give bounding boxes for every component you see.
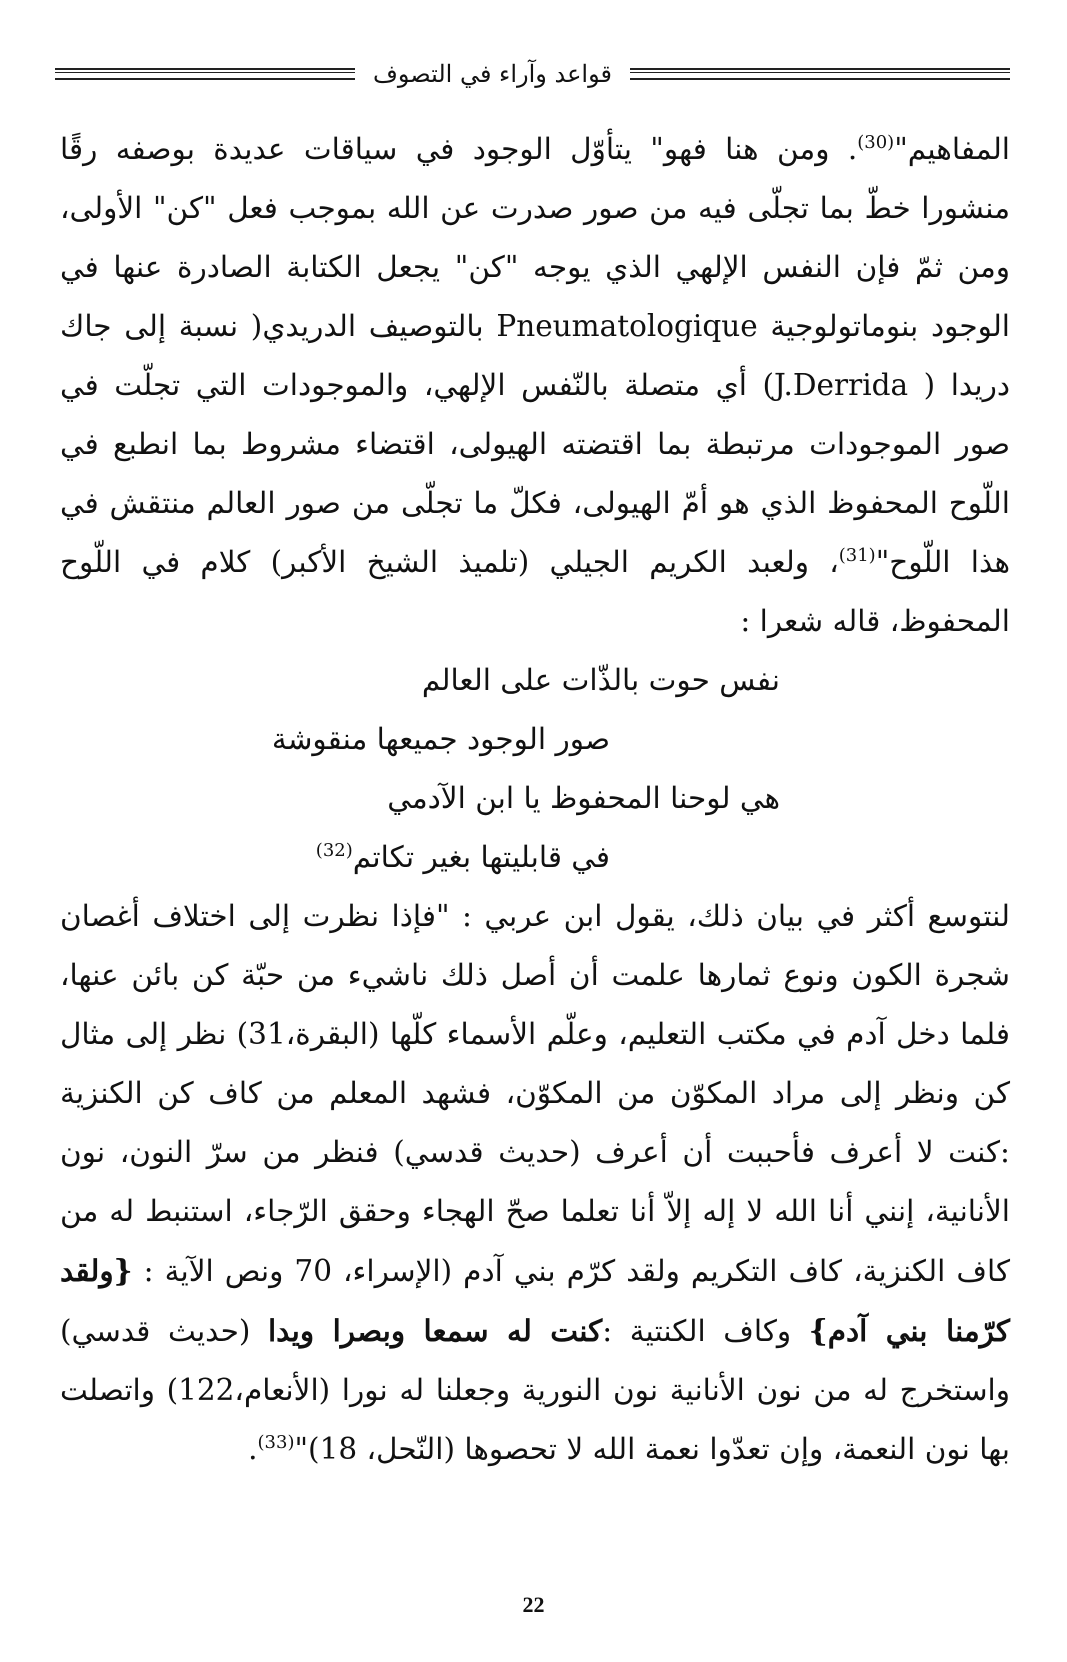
main-text [60,120,1010,1479]
paragraph-2-text-b: وكاف الكنتية : [602,1314,809,1348]
running-header [55,44,1010,104]
footnote-ref-31: (31) [838,545,876,567]
paragraph-2-text-a: لنتوسع أكثر في بيان ذلك، يقول ابن عربي : "فإذا نظرت إلى اختلاف أغصان شجرة الكون ونوع ثمارها علمت أن أصل ذلك ناشيء من حبّة كن بائن عنها، فلما دخل آدم في مكتب التعليم، وعلّم الأسماء كلّها (البقرة،31) نظر إلى مثال كن ونظر إلى مراد المكوّن من المكوّن، فشهد المعلم من كاف كن الكنزية :كنت لا أعرف فأحببت أن أعرف (حديث قدسي) فنظر من سرّ النون، نون الأنانية، إنني أنا الله لا إله إلاّ أنا تعلما صحّ الهجاء وحقق الرّجاء، استنبط له من كاف الكنزية، كاف التكريم ولقد كرّم بني آدم (الإسراء، 70 ونص الآية : [60,899,1010,1288]
header-rule-right [630,68,1010,80]
poem [60,651,1010,887]
header-title: قواعد وآراء في التصوف [373,60,612,88]
poem-line-4 [60,828,1010,887]
footnote-ref-30: (30) [857,132,895,154]
poem-line-3: هي لوحنا المحفوظ يا ابن الآدمي [387,781,780,815]
paragraph-1-text-c: ، ولعبد الكريم الجيلي (تلميذ الشيخ الأكبر) كلام في اللّوح المحفوظ، قاله شعرا : [60,545,1010,638]
header-rule-left [55,68,355,80]
paragraph-1-text-b: . ومن هنا فهو" يتأوّل الوجود في سياقات عديدة بوصفه رقًا منشورا خطّ بما تجلّى فيه من صور صدرت عن الله بموجب فعل "كن" الأولى، ومن ثمّ فإن النفس الإلهي الذي يوجه "كن" يجعل الكتابة الصادرة عنها في الوجود بنوماتولوجية Pneumatologique بالتوصيف الدريدي( نسبة إلى جاك دريدا ( J.Derrida) أي متصلة بالنّفس الإلهي، والموجودات التي تجلّت في صور الموجودات مرتبطة بما اقتضته الهيولى، اقتضاء مشروط بما انطبع في اللّوح المحفوظ الذي هو أمّ الهيولى، فكلّ ما تجلّى من صور العالم منتقش في هذا اللّوح" [60,132,1010,579]
paragraph-2-text-d: . [248,1432,258,1466]
paragraph-2-text-c: (حديث قدسي) واستخرج له من نون الأنانية نون النورية وجعلنا له نورا (الأنعام،122) واتصلت بها نون النعمة، وإن تعدّوا نعمة الله لا تحصوها (النّحل، 18)" [60,1314,1010,1466]
page-number: 22 [522,1592,545,1617]
poem-line-2: صور الوجود جميعها منقوشة [271,722,610,756]
hadith-bold: كنت له سمعا وبصرا ويدا [267,1313,603,1348]
poem-line-4-text: في قابليتها بغير تكاتم [352,840,610,874]
paragraph-1 [60,120,1010,651]
poem-line-1: نفس حوت بالذّات على العالم [421,663,780,697]
quran-verse-bold: {ولقد كرّمنا بني آدم} [60,1253,1010,1348]
paragraph-2 [60,887,1010,1479]
footnote-ref-33: (33) [257,1432,295,1454]
footnote-ref-32: (32) [315,840,353,862]
paragraph-1-text-a: المفاهيم" [894,132,1010,166]
